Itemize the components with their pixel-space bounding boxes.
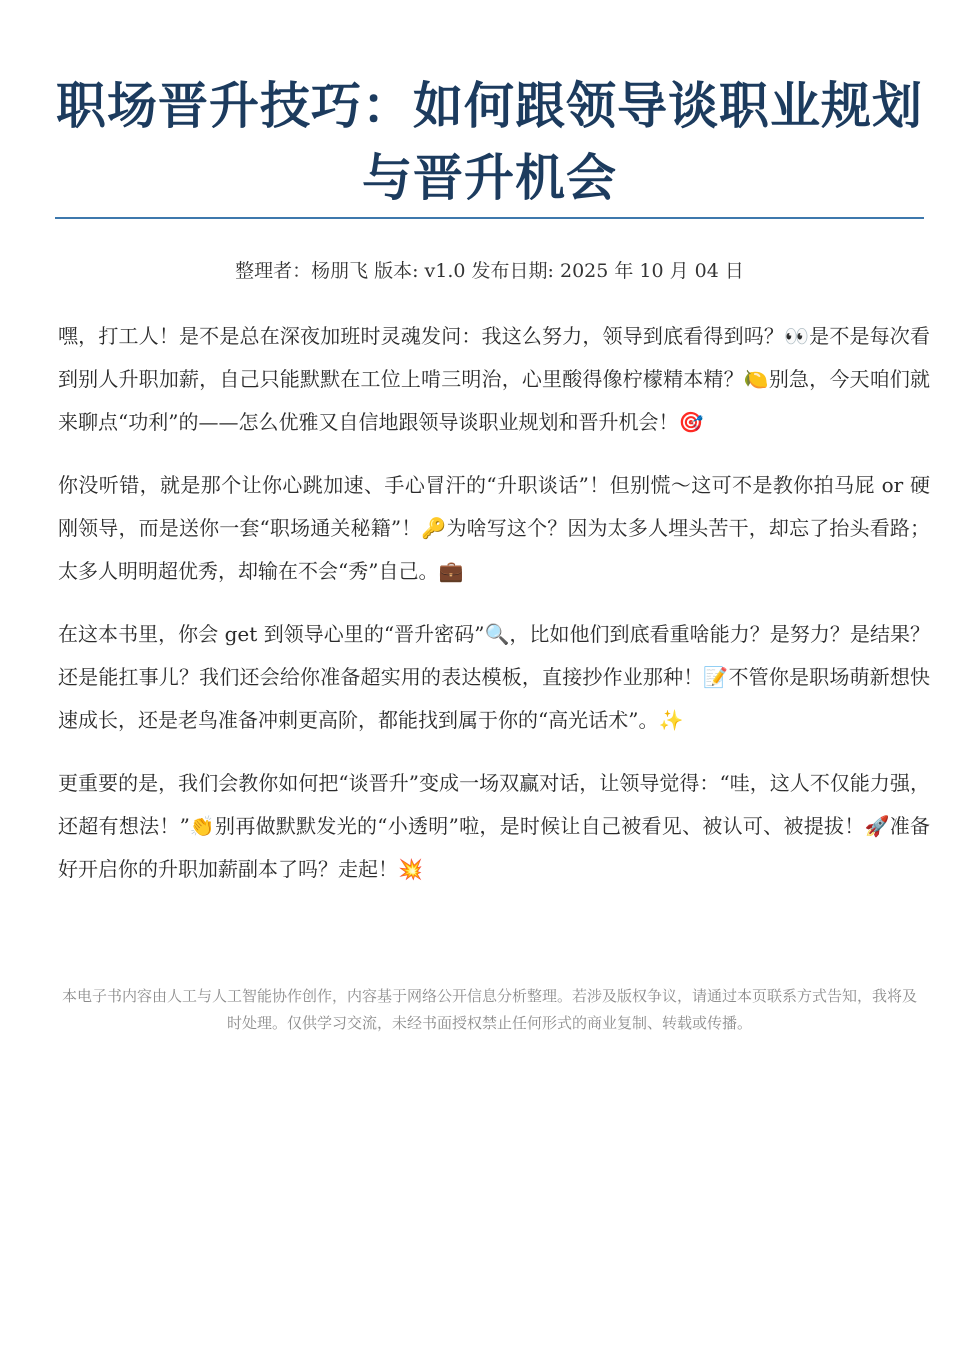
paragraph-contents: [58, 613, 930, 742]
page-title: 职场晋升技巧：如何跟领导谈职业规划与晋升机会: [56, 77, 923, 207]
document-meta: 整理者：杨朋飞 版本: v1.0 发布日期: 2025 年 10 月 04 日: [235, 260, 744, 282]
document-body: [58, 315, 930, 911]
sparkles-icon: ✨: [658, 708, 684, 732]
paragraph-text: 不管你是职场萌新想快速成长，还是老鸟准备冲刺更高阶，都能找到属于你的“高光话术”。: [58, 665, 931, 732]
key-icon: 🔑: [421, 516, 447, 540]
paragraph-text: 是不是每次看到别人升职加薪，自己只能默默在工位上啃三明治，心里酸得像柠檬精本精？: [58, 324, 931, 391]
memo-icon: 📝: [703, 665, 729, 689]
paragraph-text: 别急，今天咱们就来聊点“功利”的——怎么优雅又自信地跟领导谈职业规划和晋升机会！: [58, 367, 931, 434]
paragraph-purpose: [58, 464, 930, 593]
paragraph-text: 你没听错，就是那个让你心跳加速、手心冒汗的“升职谈话”！但别慌～这可不是教你拍马屁 or 硬刚领导，而是送你一套“职场通关秘籍”！: [58, 473, 930, 540]
clap-icon: 👏: [189, 814, 215, 838]
paragraph-text: 别再做默默发光的“小透明”啦，是时候让自己被看见、被认可、被提拔！: [214, 814, 865, 838]
magnifier-icon: 🔍: [484, 622, 510, 646]
copyright-footer: 本电子书内容由人工与人工智能协作创作，内容基于网络公开信息分析整理。若涉及版权争议，请通过本页联系方式告知，我将及时处理。仅供学习交流，未经书面授权禁止任何形式的商业复制、转载或传播。: [61, 987, 917, 1032]
paragraph-text: 为啥写这个？因为太多人埋头苦干，却忘了抬头看路；太多人明明超优秀，却输在不会“秀”自己。: [58, 516, 931, 583]
paragraph-closing: [58, 762, 930, 891]
paragraph-text: 在这本书里，你会 get 到领导心里的“晋升密码”: [58, 622, 485, 646]
paragraph-text: 嘿，打工人！是不是总在深夜加班时灵魂发问：我这么努力，领导到底看得到吗？: [58, 324, 785, 348]
eyes-icon: 👀: [784, 324, 809, 348]
paragraph-intro: [58, 315, 930, 444]
briefcase-icon: 💼: [438, 559, 464, 583]
title-divider: [55, 217, 924, 219]
lemon-icon: 🍋: [743, 367, 769, 391]
paragraph-text: ，比如他们到底看重啥能力？是努力？是结果？还是能扛事儿？我们还会给你准备超实用的表达模板，直接抄作业那种！: [58, 622, 930, 689]
rocket-icon: 🚀: [864, 814, 890, 838]
paragraph-text: 更重要的是，我们会教你如何把“谈晋升”变成一场双赢对话，让领导觉得：“哇，这人不仅能力强，还超有想法！”: [58, 771, 930, 838]
collision-icon: 💥: [398, 857, 423, 881]
paragraph-text: 准备好开启你的升职加薪副本了吗？走起！: [58, 814, 931, 881]
target-icon: 🎯: [678, 410, 704, 434]
